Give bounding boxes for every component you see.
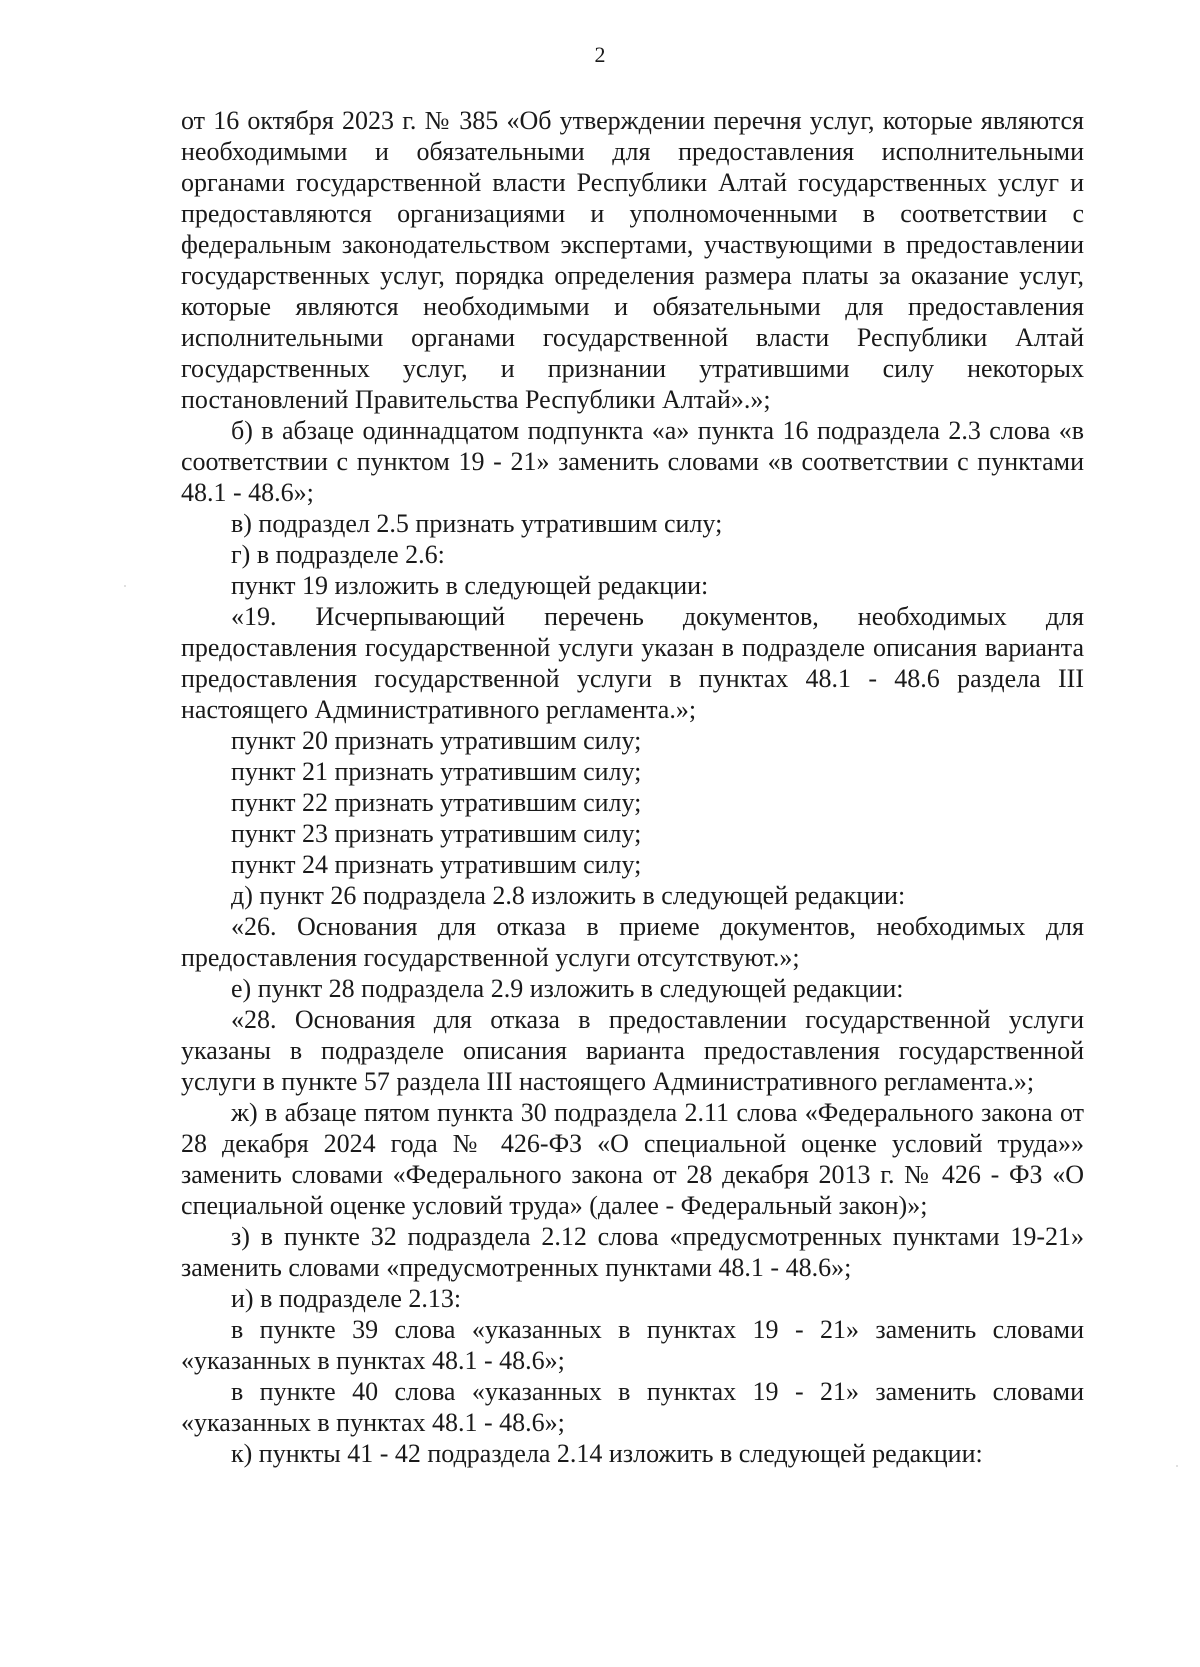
page-number: 2 <box>594 42 606 67</box>
paragraph-item-i: и) в подразделе 2.13: <box>231 1284 462 1313</box>
paragraph-continuation: от 16 октября 2023 г. № 385 «Об утверждении перечня услуг, которые являются необходимыми и обязательными для предоставления исполнительными органами государственной власти Республики Алтай государственных услуг и предоставляются организациями и уполномоченными в соответствии с федеральным законодательством экспертами, участвующими в предоставлении государственных услуг, порядка определения размера платы за оказание услуг, которые являются необходимыми и обязательными для предоставления исполнительными органами государственной власти Республики Алтай государственных услуг, и признании утратившими силу некоторых постановлений Правительства Республики Алтай».»; <box>181 106 1084 414</box>
document-body <box>181 105 1084 1469</box>
paragraph-point-22: пункт 22 признать утратившим силу; <box>231 788 642 817</box>
paragraph-item-e: е) пункт 28 подраздела 2.9 изложить в следующей редакции: <box>231 974 904 1003</box>
paragraph-point-26-text: «26. Основания для отказа в приеме документов, необходимых для предоставления государственной услуги отсутствуют.»; <box>181 912 1084 972</box>
paragraph-item-g: г) в подразделе 2.6: <box>231 540 445 569</box>
paragraph-item-v: в) подраздел 2.5 признать утратившим силу; <box>231 509 723 538</box>
paragraph-point-20: пункт 20 признать утратившим силу; <box>231 726 642 755</box>
scan-speck <box>1176 1465 1178 1467</box>
paragraph-point-21: пункт 21 признать утратившим силу; <box>231 757 642 786</box>
paragraph-point-40: в пункте 40 слова «указанных в пунктах 19 - 21» заменить словами «указанных в пунктах 48.1 - 48.6»; <box>181 1377 1084 1437</box>
paragraph-item-d: д) пункт 26 подраздела 2.8 изложить в следующей редакции: <box>231 881 906 910</box>
scan-speck <box>124 585 126 587</box>
paragraph-item-b: б) в абзаце одиннадцатом подпункта «а» пункта 16 подраздела 2.3 слова «в соответствии с пунктом 19 - 21» заменить словами «в соответствии с пунктами 48.1 - 48.6»; <box>181 416 1084 507</box>
paragraph-point-24: пункт 24 признать утратившим силу; <box>231 850 642 879</box>
paragraph-item-zh: ж) в абзаце пятом пункта 30 подраздела 2.11 слова «Федерального закона от 28 декабря 2024 года № 426-ФЗ «О специальной оценке условий труда»» заменить словами «Федерального закона от 28 декабря 2013 г. № 426 - ФЗ «О специальной оценке условий труда» (далее - Федеральный закон)»; <box>181 1098 1084 1220</box>
paragraph-point-28-text: «28. Основания для отказа в предоставлении государственной услуги указаны в подразделе описания варианта предоставления государственной услуги в пункте 57 раздела III настоящего Административного регламента.»; <box>181 1005 1084 1096</box>
paragraph-item-k: к) пункты 41 - 42 подраздела 2.14 изложить в следующей редакции: <box>231 1439 983 1468</box>
paragraph-point-39: в пункте 39 слова «указанных в пунктах 19 - 21» заменить словами «указанных в пунктах 48.1 - 48.6»; <box>181 1315 1084 1375</box>
paragraph-point-23: пункт 23 признать утратившим силу; <box>231 819 642 848</box>
paragraph-point-19-text: «19. Исчерпывающий перечень документов, необходимых для предоставления государственной услуги указан в подразделе описания варианта предоставления государственной услуги в пунктах 48.1 - 48.6 раздела III настоящего Административного регламента.»; <box>181 602 1084 724</box>
paragraph-item-z: з) в пункте 32 подраздела 2.12 слова «предусмотренных пунктами 19-21» заменить словами «предусмотренных пунктами 48.1 - 48.6»; <box>181 1222 1084 1282</box>
paragraph-point-19-intro: пункт 19 изложить в следующей редакции: <box>231 571 709 600</box>
